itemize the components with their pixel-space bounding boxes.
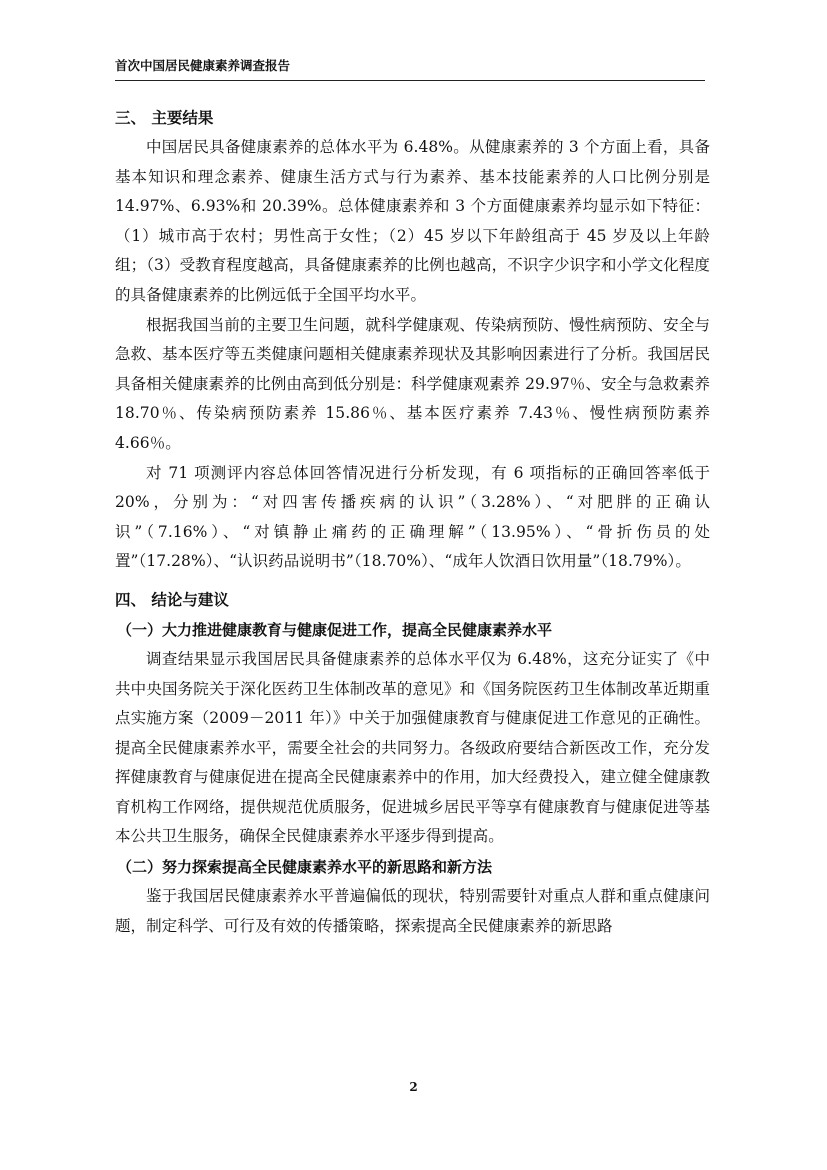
page-header: 首次中国居民健康素养调查报告 bbox=[115, 56, 705, 81]
body-paragraph: 根据我国当前的主要卫生问题，就科学健康观、传染病预防、慢性病预防、安全与急救、基本医疗等五类健康问题相关健康素养现状及其影响因素进行了分析。我国居民具备相关健康素养的比例由高到低分别是：科学健康观素养 29.97％、安全与急救素养 18.70％、传染病预防素养 15.86％、基本医疗素养 7.43％、慢性病预防素养 4.66％。 bbox=[115, 315, 710, 452]
page-content bbox=[115, 103, 710, 941]
body-paragraph: 调查结果显示我国居民具备健康素养的总体水平仅为 6.48%，这充分证实了《中共中央国务院关于深化医药卫生体制改革的意见》和《国务院医药卫生体制改革近期重点实施方案（2009－2011 年）》中关于加强健康教育与健康促进工作意见的正确性。提高全民健康素养水平，需要全社会的共同努力。各级政府要结合新医改工作，充分发挥健康教育与健康促进在提高全民健康素养中的作用，加大经费投入，建立健全健康教育机构工作网络，提供规范优质服务，促进城乡居民平等享有健康教育与健康促进等基本公共卫生服务，确保全民健康素养水平逐步得到提高。 bbox=[115, 649, 710, 846]
body-paragraph: 中国居民具备健康素养的总体水平为 6.48%。从健康素养的 3 个方面上看，具备基本知识和理念素养、健康生活方式与行为素养、基本技能素养的人口比例分别是 14.97%、6.93%和 20.39%。总体健康素养和 3 个方面健康素养均显示如下特征：（1）城市高于农村；男性高于女性；（2）45 岁以下年龄组高于 45 岁及以上年龄组；（3）受教育程度越高，具备健康素养的比例也越高，不识字少识字和小学文化程度的具备健康素养的比例远低于全国平均水平。 bbox=[115, 138, 710, 304]
subsection-heading: （二）努力探索提高全民健康素养水平的新思路和新方法 bbox=[117, 858, 493, 877]
subsection-heading: （一）大力推进健康教育与健康促进工作，提高全民健康素养水平 bbox=[117, 620, 553, 639]
page-number: 2 bbox=[409, 1080, 418, 1094]
section-heading-conclusions: 四、 结论与建议 bbox=[115, 589, 229, 609]
body-paragraph: 鉴于我国居民健康素养水平普遍偏低的现状，特别需要针对重点人群和重点健康问题，制定科学、可行及有效的传播策略，探索提高全民健康素养的新思路 bbox=[115, 887, 710, 935]
body-paragraph: 对 71 项测评内容总体回答情况进行分析发现，有 6 项指标的正确回答率低于 20%，分别为：“对四害传播疾病的认识”（3.28%）、“对肥胖的正确认识”（7.16%）、“对镇静止痛药的正确理解”（13.95%）、“骨折伤员的处置”（17.28%）、“认识药品说明书”（18.70%）、“成年人饮酒日饮用量”（18.79%）。 bbox=[115, 463, 710, 571]
section-heading-main-results: 三、 主要结果 bbox=[115, 108, 214, 127]
